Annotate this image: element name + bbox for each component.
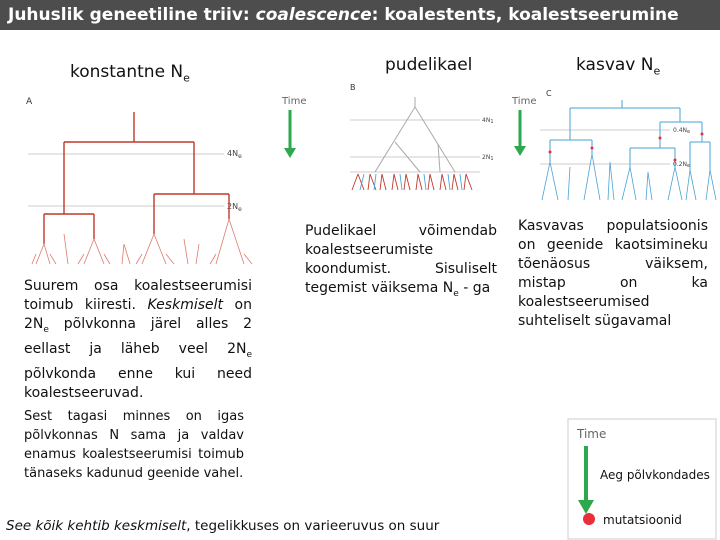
right-paragraph: Kasvavas populatsioonis on geenide kaotsimineku tõenäosus väiksem, mistap on ka koalestseerumised suhteliselt sügavamal <box>518 218 708 329</box>
middle-p-sub: e <box>453 288 459 299</box>
heading-constant-ne <box>70 62 190 84</box>
left-p1-sub2: e <box>246 349 252 360</box>
left-p1-b: on 2N <box>24 297 252 332</box>
left-paragraph <box>24 277 252 403</box>
legend-generations-label: Aeg põlvkondades <box>600 468 710 482</box>
middle-p-end: - ga <box>458 280 491 296</box>
label-4n1: 4N1 <box>482 117 494 125</box>
legend-box <box>567 418 717 540</box>
time-arrow-head <box>284 148 296 158</box>
growing-ne-tree-diagram <box>510 82 720 202</box>
tree-red-branches <box>44 112 229 244</box>
left-p1-italic: Keskmiselt <box>147 297 224 313</box>
left-p1-c: põlvkonna järel alles 2 eellast ja läheb veel 2N <box>24 316 252 357</box>
label-4ne: $4N_e$ <box>227 149 242 160</box>
footer-note <box>6 518 439 534</box>
label-02ne: 0.2Ne <box>673 161 691 169</box>
footer-rest: , tegelikkuses on varieeruvus on suur <box>186 518 440 534</box>
bottleneck-gray-branches <box>375 97 455 172</box>
tree-tips <box>32 219 252 264</box>
legend-mutations-label: mutatsioonid <box>603 513 682 527</box>
legend-time-label: Time <box>577 427 607 441</box>
label-2ne: $2N_e$ <box>227 202 242 213</box>
panel-letter-b: B <box>350 83 356 92</box>
left-p1-d: põlvkonda enne kui need koalestseeruvad. <box>24 365 252 401</box>
growing-tree-mutations <box>549 133 704 162</box>
slide-title <box>8 5 679 25</box>
time-label-middle: Time <box>282 96 307 107</box>
label-04ne: 0.4Ne <box>673 127 691 135</box>
label-2n1: 2N1 <box>482 154 494 162</box>
middle-paragraph <box>305 222 497 304</box>
heading-growing-ne <box>576 55 660 77</box>
panel-letter-a: A <box>26 97 33 107</box>
title-part1: Juhuslik geneetiline triiv: <box>8 5 256 25</box>
footer-italic: See kõik kehtib keskmiselt <box>6 518 187 534</box>
bottleneck-red-tips <box>352 174 472 190</box>
heading-growing-ne-sub: e <box>653 64 661 78</box>
left-p1-sub: e <box>43 324 49 335</box>
constant-ne-tree-diagram <box>24 94 260 266</box>
title-part2: coalescence <box>255 5 372 25</box>
heading-constant-ne-text: konstantne N <box>70 62 184 82</box>
time-arrow-head-right <box>514 146 526 156</box>
left-p1-text: Suurem osa koalestseerumisi toimub kiiresti. <box>24 278 252 313</box>
title-part3: : koalestents, koalestseerumine <box>371 5 679 25</box>
growing-tree-branches <box>550 100 710 170</box>
heading-constant-ne-sub: e <box>183 71 190 85</box>
bottleneck-tree-diagram <box>280 82 505 194</box>
time-label-right: Time <box>512 96 537 107</box>
middle-p-text: Pudelikael võimendab koalestseerumiste koondumist. Sisuliselt tegemist väiksema N <box>305 223 497 296</box>
heading-bottleneck: pudelikael <box>385 55 473 75</box>
left-paragraph-2: Sest tagasi minnes on igas põlvkonnas N sama ja valdav enamus koalestseerumisi toimub tänaseks kadunud geenide vahel. <box>24 409 244 481</box>
title-bar <box>0 0 720 30</box>
panel-letter-c: C <box>546 89 552 98</box>
heading-growing-ne-text: kasvav N <box>576 55 654 75</box>
legend-mutation-dot <box>583 513 595 525</box>
